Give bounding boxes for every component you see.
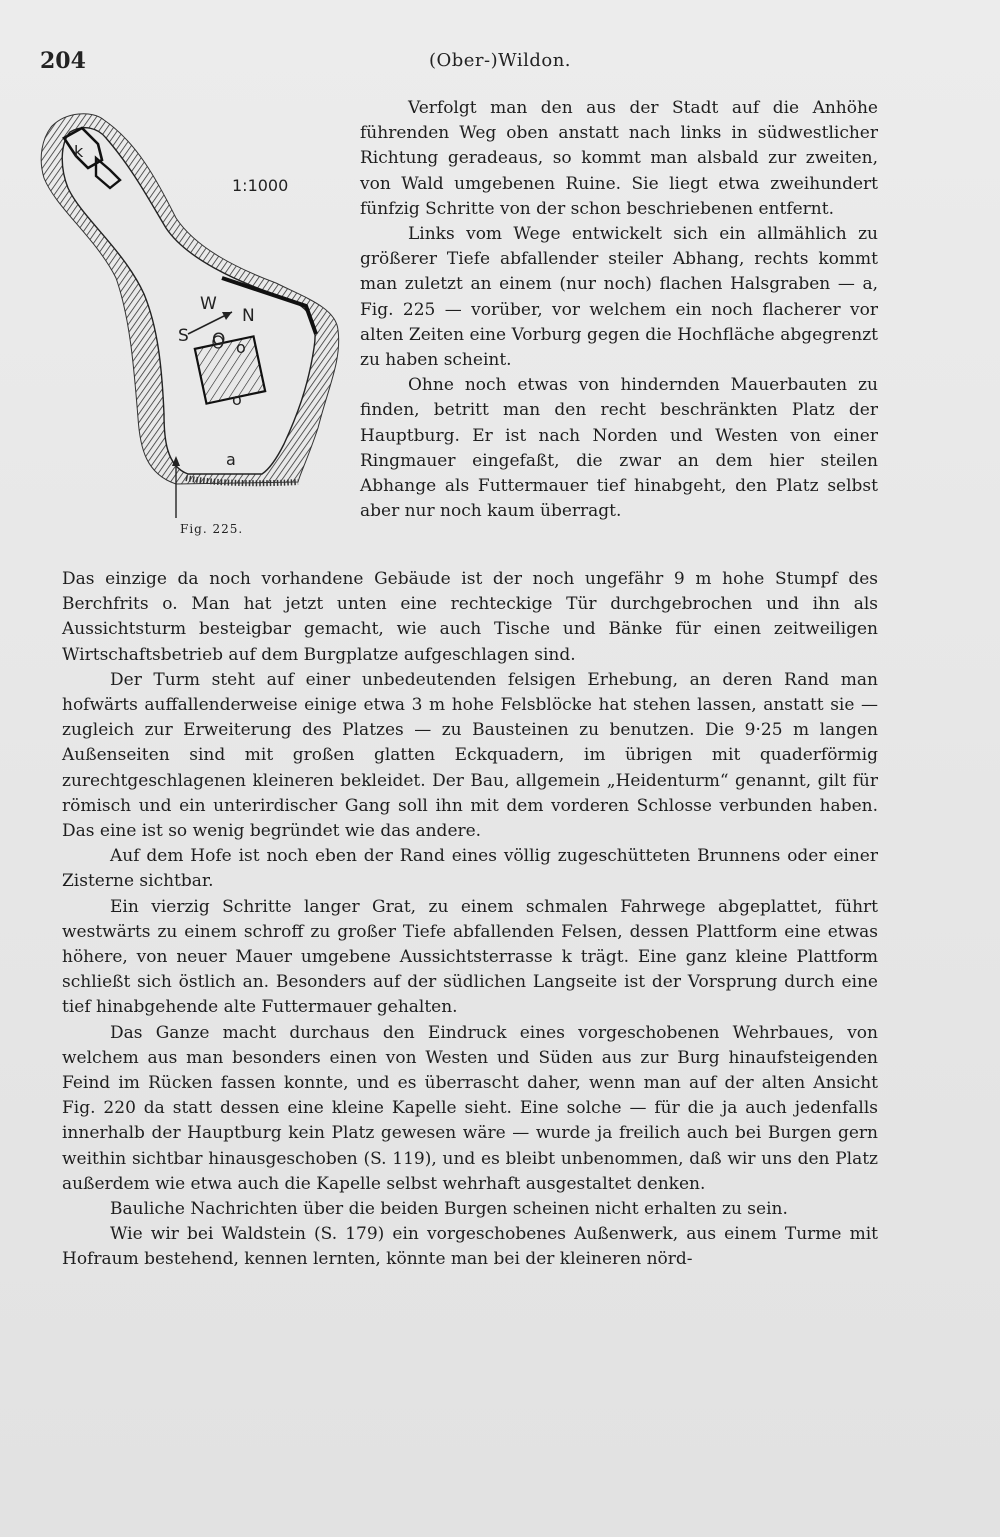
- running-head: (Ober-)Wildon.: [428, 50, 572, 71]
- body-text: [62, 567, 878, 1273]
- castle-plan-drawing: [36, 98, 348, 518]
- compass-n: N: [242, 306, 255, 326]
- compass-w: W: [200, 294, 217, 314]
- compass-s: S: [178, 326, 189, 346]
- paragraph: Bauliche Nachrichten über die beiden Burgen scheinen nicht erhalten zu sein.: [110, 1199, 788, 1220]
- paragraph-continuation: Das einzige da noch vorhandene Gebäude ist der noch ungefähr 9 m hohe Stumpf des Berchfrits o. Man hat jetzt unten eine rechteckige Tür durchgebrochen und ihn als Aussichtsturm besteigbar gemacht, wie auch Tische und Bänke für einen zeitweiligen Wirtschaftsbetrieb auf dem Burgplatze aufgeschlagen sind.: [62, 569, 878, 665]
- paragraph: Wie wir bei Waldstein (S. 179) ein vorgeschobenes Außenwerk, aus einem Turme mit Hofraum bestehend, kennen lernten, könnte man bei der kleineren nörd-: [62, 1224, 878, 1270]
- label-o-tower: o: [232, 390, 242, 409]
- figure-plan: [36, 98, 348, 548]
- paragraph: Ein vierzig Schritte langer Grat, zu einem schmalen Fahrwege abgeplattet, führt westwärts zu einem schroff zu großer Tiefe abfallenden Felsen, dessen Plattform eine etwas höhere, von neuer Mauer umgebene Aussichtsterrasse k trägt. Eine ganz kleine Plattform schließt sich östlich an. Besonders auf der südlichen Langseite ist der Vorsprung durch eine tief hinabgehende alte Futtermauer gehalten.: [62, 896, 878, 1018]
- paragraph: Ohne noch etwas von hindernden Mauerbauten zu finden, betritt man den recht beschränkten Platz der Hauptburg. Er ist nach Norden und Westen von einer Ringmauer eingefaßt, die zwar an dem hier steilen Abhange als Futtermauer tief hinabgeht, den Platz selbst aber nur noch kaum überragt.: [360, 375, 878, 522]
- paragraph: Verfolgt man den aus der Stadt auf die Anhöhe führenden Weg oben anstatt nach links in südwestlicher Richtung geradeaus, so kommt man alsbald zur zweiten, von Wald umgebenen Ruine. Sie liegt etwa zweihundert fünfzig Schritte von der schon beschriebenen entfernt.: [360, 98, 878, 219]
- label-k: k: [74, 142, 84, 161]
- page-header: [40, 48, 960, 84]
- paragraph: Der Turm steht auf einer unbedeutenden felsigen Erhebung, an deren Rand man hofwärts auffallenderweise einige etwa 3 m hohe Felsblöcke hat stehen lassen, anstatt sie — zugleich zur Erweiterung des Platzes — zu Bausteinen zu benutzen. Die 9·25 m langen Außenseiten sind mit großen glatten Eckquadern, im übrigen mit quaderförmig zurechtgeschlagenen kleineren bekleidet. Der Bau, allgemein „Heidenturm“ genannt, gilt für römisch und ein unterirdischer Gang soll ihn mit dem vorderen Schlosse verbunden haben. Das eine ist so wenig begründet wie das andere.: [62, 669, 878, 842]
- compass-o: O: [212, 330, 226, 350]
- scale-label: 1:1000: [232, 176, 289, 195]
- text-beside-figure: [360, 96, 878, 524]
- paragraph: Auf dem Hofe ist noch eben der Rand eines völlig zugeschütteten Brunnens oder einer Zisterne sichtbar.: [62, 846, 878, 892]
- figure-caption: Fig. 225.: [180, 522, 244, 536]
- tower-square: [195, 336, 265, 403]
- label-a: a: [226, 450, 236, 469]
- page-number: 204: [40, 48, 86, 74]
- paragraph: Links vom Wege entwickelt sich ein allmählich zu größerer Tiefe abfallender steiler Abhang, rechts kommt man zuletzt an einem (nur noch) flachen Halsgraben — a, Fig. 225 — vorüber, vor welchem ein noch flacherer vor alten Zeiten eine Vorburg gegen die Hochfläche abgegrenzt zu haben scheint.: [360, 224, 878, 371]
- paragraph: Das Ganze macht durchaus den Eindruck eines vorgeschobenen Wehrbaues, von welchem aus man besonders einen von Westen und Süden aus zur Burg hinaufsteigenden Feind im Rücken fassen konnte, und es überrascht daher, wenn man auf der alten Ansicht Fig. 220 da statt dessen eine kleine Kapelle sieht. Eine solche — für die ja auch jedenfalls innerhalb der Hauptburg kein Platz gewesen wäre — wurde ja freilich auch bei Burgen gern weithin sichtbar hinausgeschoben (S. 119), und es bleibt unbenommen, daß wir uns den Platz außerdem wie etwa auch die Kapelle selbst wehrhaft ausgestaltet denken.: [62, 1022, 878, 1194]
- label-o-small: o: [236, 338, 246, 357]
